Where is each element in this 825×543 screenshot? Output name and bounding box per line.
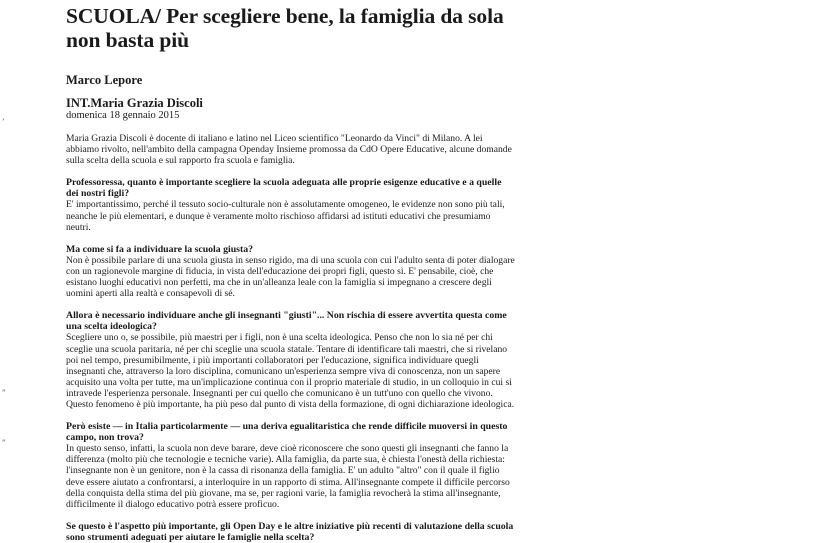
margin-mark: ” xyxy=(2,438,6,447)
answer: Scegliere uno o, se possibile, più maestri per i figli, non è una scelta ideologica. Penso che non lo sia né per chi sceglie una scuola paritaria, né per chi sceglie una scuola statale. Tentare di identificare tali maestri, che si rivelano poi nel tempo, presumibilmente, i più importanti collaboratori per l'educazione, significa individuare quegli insegnanti che, attraverso la loro disciplina, comunicano un'esperienza sempre viva di conoscenza, non un sapere acquisito una volta per tutte, ma un'implicazione continua con il proprio materiale di studio, in un colloquio in cui si intravede l'esperienza personale. Insegnanti per cui quello che comunicano è un tutt'uno con quello che vivono. Questo fenomeno è più importante, ha più peso dal punto di vista della formazione, di ogni dichiarazione ideologica. xyxy=(66,332,515,410)
answer: In questo senso, infatti, la scuola non deve barare, deve cioè riconoscere che sono questi gli insegnanti che fanno la differenza (molto più che tecnologie e tecniche varie). Alla famiglia, da parte sua, è chiesta l'onestà della richiesta: l'insegnante non è un genitore, non è la cassa di risonanza della famiglia. E' un adulto "altro" con il quale il figlio deve essere aiutato a confrontarsi, a interloquire in un rapporto di stima. All'insegnante compete il difficile percorso della conquista della stima del più giovane, ma se, per ragioni varie, la famiglia revocherà la stima all'insegnante, difficilmente il dialogo educativo potrà essere proficuo. xyxy=(66,443,510,510)
question: Professoressa, quanto è importante scegliere la scuola adeguata alle proprie esigenze educative e a quelle dei nostri figli? xyxy=(66,177,502,200)
question: Però esiste — in Italia particolarmente — una deriva egualitaristica che rende difficile muoversi in questo campo, non trova? xyxy=(66,421,508,444)
article-title: SCUOLA/ Per scegliere bene, la famiglia da sola non basta più xyxy=(66,4,504,52)
answer: Non è possibile parlare di una scuola giusta in senso rigido, ma di una scuola con cui l'adulto senta di poter dialogare con un ragionevole margine di fiducia, in vista dell'educazione dei propri figli, questo sì. E' pensabile, cioè, che esistano luoghi educativi non perfetti, ma che in un'alleanza leale con la famiglia si impegnano a crescere degli uomini aperti alla realtà e consapevoli di sé. xyxy=(66,254,515,300)
question: Ma come si fa a individuare la scuola giusta? xyxy=(66,243,254,255)
author-name[interactable]: Marco Lepore xyxy=(66,73,143,87)
intro-paragraph: Maria Grazia Discoli è docente di italiano e latino nel Liceo scientifico "Leonardo da Vinci" di Milano. A lei abbiamo rivolto, nell'ambito della campagna Openday Insieme promossa da CdO Opere Educative, alcune domande sulla scelta della scuola e sul rapporto fra scuola e famiglia. xyxy=(66,133,512,167)
article xyxy=(66,4,516,543)
question: Se questo è l'aspetto più importante, gli Open Day e le altre iniziative più recenti di valutazione della scuola sono strumenti adeguati per aiutare le famiglie nella scelta? xyxy=(66,520,514,543)
publish-date: domenica 18 gennaio 2015 xyxy=(66,110,180,121)
margin-mark: ’ xyxy=(2,117,5,126)
margin-mark: ” xyxy=(2,388,6,397)
question: Allora è necessario individuare anche gli insegnanti "giusti"... Non rischia di essere avvertita questa come una scelta ideologica? xyxy=(66,310,507,333)
interview-label: INT.Maria Grazia Discoli xyxy=(66,96,203,110)
answer: E' importantissimo, perché il tessuto socio-culturale non è assolutamente omogeneo, le evidenze non sono più tali, neanche le più elementari, e dunque è veramente molto rischioso affidarsi ad istituti educativi che presumiamo neutri. xyxy=(66,199,505,233)
